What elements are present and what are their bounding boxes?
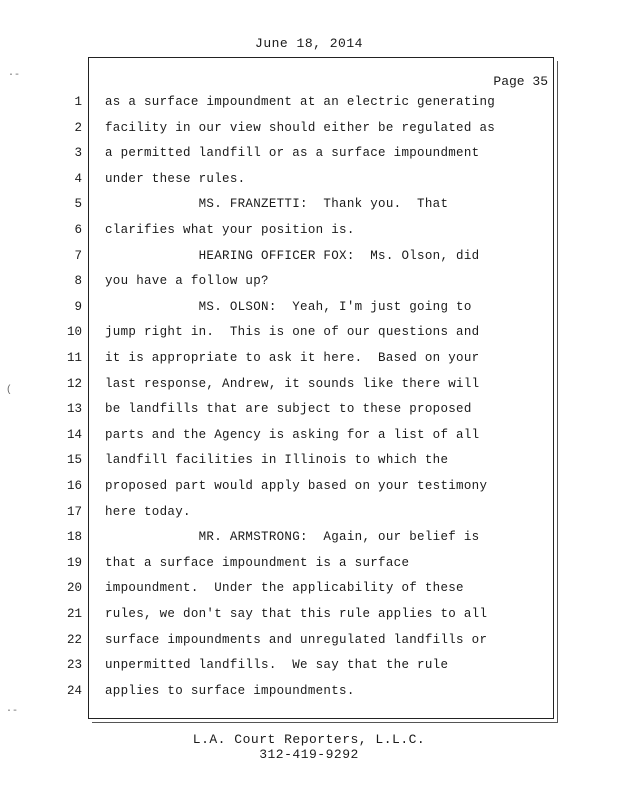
line-text: parts and the Agency is asking for a list of all [105,427,480,442]
line-number: 10 [66,325,82,340]
footer-company: L.A. Court Reporters, L.L.C. [192,732,426,747]
line-number: 9 [74,299,82,314]
transcript-line [0,377,618,397]
transcript-line [0,428,618,448]
transcript-line [0,633,618,653]
line-number: 14 [66,427,82,442]
transcript-line [0,351,618,371]
transcript-line [0,658,618,678]
line-number: 7 [74,248,82,263]
transcript-line [0,249,618,269]
line-number: 18 [66,530,82,545]
line-number: 2 [74,120,82,135]
line-text: facility in our view should either be regulated as [105,120,496,135]
line-text: landfill facilities in Illinois to which the [105,453,449,468]
line-text: rules, we don't say that this rule applies to all [105,607,488,621]
line-number: 20 [66,581,82,596]
line-text: MR. ARMSTRONG: Again, our belief is [105,530,480,545]
line-text: be landfills that are subject to these proposed [105,402,472,417]
transcript-line [0,146,618,166]
transcript-line [0,223,618,243]
transcript-line [0,556,618,576]
transcript-line [0,172,618,192]
line-text: under these rules. [105,171,246,186]
line-number: 3 [74,146,82,161]
transcript-line [0,197,618,217]
line-number: 8 [74,274,82,289]
transcript-line [0,453,618,473]
transcript-line [0,581,618,601]
line-text: MS. OLSON: Yeah, I'm just going to [105,299,472,314]
line-text: proposed part would apply based on your testimony [105,479,488,493]
line-number: 22 [66,632,82,647]
line-number: 13 [66,402,82,417]
transcript-line [0,479,618,499]
line-text: HEARING OFFICER FOX: Ms. Olson, did [105,248,480,263]
line-text: applies to surface impoundments. [105,683,355,698]
line-text: it is appropriate to ask it here. Based on your [105,351,480,365]
line-text: jump right in. This is one of our questions and [105,325,480,340]
line-number: 6 [74,223,82,237]
line-number: 19 [66,555,82,570]
line-text: you have a follow up? [105,274,269,289]
line-number: 16 [66,479,82,493]
line-number: 15 [66,453,82,468]
line-text: here today. [105,504,191,519]
line-number: 21 [66,607,82,621]
line-text: that a surface impoundment is a surface [105,555,410,570]
scan-mark: ·- [6,706,19,717]
line-text: last response, Andrew, it sounds like there will [105,376,480,391]
scan-mark: ( [6,385,13,396]
transcript-line [0,325,618,345]
transcript-line [0,300,618,320]
line-text: MS. FRANZETTI: Thank you. That [105,197,449,212]
line-text: surface impoundments and unregulated landfills or [105,632,488,647]
transcript-line [0,505,618,525]
line-number: 24 [66,683,82,698]
line-number: 12 [66,376,82,391]
scan-mark: ·- [8,70,21,81]
footer-phone: 312-419-9292 [259,747,359,762]
transcript-line [0,121,618,141]
transcript-date: June 18, 2014 [255,36,363,51]
transcript-line [0,95,618,115]
line-text: clarifies what your position is. [105,223,355,237]
line-text: unpermitted landfills. We say that the rule [105,658,449,673]
line-number: 11 [66,351,82,365]
line-number: 23 [66,658,82,673]
transcript-line [0,607,618,627]
line-number: 1 [74,95,82,109]
line-text: a permitted landfill or as a surface impoundment [105,146,480,161]
line-number: 5 [74,197,82,212]
line-text: impoundment. Under the applicability of these [105,581,464,596]
transcript-line [0,402,618,422]
transcript-line [0,684,618,704]
line-text: as a surface impoundment at an electric generating [105,95,496,109]
line-number: 4 [74,171,82,186]
line-number: 17 [66,504,82,519]
page-number: Page 35 [493,74,548,89]
transcript-line [0,274,618,294]
transcript-line [0,530,618,550]
